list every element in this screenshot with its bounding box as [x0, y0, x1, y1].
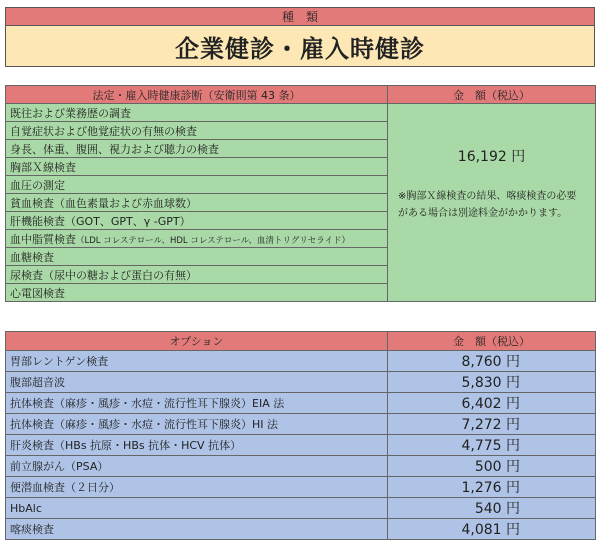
kind-label: 種 類	[6, 8, 595, 26]
legal-item-text: 既往および業務歴の調査	[10, 106, 131, 120]
legal-col-item-header: 法定・雇入時健康診断（安衛則第 43 条）	[6, 86, 388, 104]
option-row	[6, 498, 596, 519]
option-row	[6, 393, 596, 414]
legal-item	[6, 266, 388, 284]
legal-item-text: 肝機能検査（GOT、GPT、γ -GPT）	[10, 214, 191, 228]
legal-item	[6, 104, 388, 122]
legal-item	[6, 284, 388, 302]
option-row	[6, 456, 596, 477]
page-title: 企業健診・雇入時健診	[6, 26, 595, 67]
legal-item-text: 貧血検査（血色素量および赤血球数）	[10, 196, 197, 210]
option-row	[6, 351, 596, 372]
legal-item	[6, 194, 388, 212]
option-price: 6,402 円	[388, 393, 596, 414]
option-name: 前立腺がん（PSA）	[6, 456, 388, 477]
legal-item	[6, 212, 388, 230]
legal-item-subtext: （LDL コレステロール、HDL コレステロール、血清トリグリセライド）	[76, 235, 351, 246]
option-name: 肝炎検査（HBs 抗原・HBs 抗体・HCV 抗体）	[6, 435, 388, 456]
option-price: 1,276 円	[388, 477, 596, 498]
option-price: 540 円	[388, 498, 596, 519]
legal-item	[6, 158, 388, 176]
legal-item-text: 自覚症状および他覚症状の有無の検査	[10, 124, 197, 138]
legal-item	[6, 230, 388, 248]
option-row	[6, 372, 596, 393]
options-col-price-header: 金 額（税込）	[388, 332, 596, 351]
option-price: 7,272 円	[388, 414, 596, 435]
options-col-item-header: オプション	[6, 332, 388, 351]
option-name: 抗体検査（麻疹・風疹・水痘・流行性耳下腺炎）EIA 法	[6, 393, 388, 414]
options-table	[5, 331, 596, 540]
legal-price-cell	[388, 104, 596, 302]
legal-item	[6, 176, 388, 194]
legal-note: ※胸部Ｘ線検査の結果、喀痰検査の必要がある場合は別途料金がかかります。	[398, 191, 577, 219]
option-row	[6, 414, 596, 435]
legal-item-text: 心電図検査	[10, 286, 65, 300]
legal-item-text: 血中脂質検査	[10, 232, 76, 246]
option-name: 胃部レントゲン検査	[6, 351, 388, 372]
option-row	[6, 435, 596, 456]
legal-item-text: 血糖検査	[10, 250, 54, 264]
option-price: 5,830 円	[388, 372, 596, 393]
option-name: 便潜血検査（２日分）	[6, 477, 388, 498]
legal-item-text: 身長、体重、腹囲、視力および聴力の検査	[10, 142, 219, 156]
option-price: 8,760 円	[388, 351, 596, 372]
legal-item	[6, 248, 388, 266]
option-row	[6, 519, 596, 540]
option-price: 500 円	[388, 456, 596, 477]
legal-item-text: 血圧の測定	[10, 178, 65, 192]
option-price: 4,081 円	[388, 519, 596, 540]
option-name: 喀痰検査	[6, 519, 388, 540]
option-name: HbAlc	[6, 498, 388, 519]
legal-item-text: 尿検査（尿中の糖および蛋白の有無）	[10, 268, 197, 282]
legal-price: 16,192 円	[457, 149, 526, 165]
header-table	[5, 7, 595, 67]
legal-item	[6, 122, 388, 140]
option-price: 4,775 円	[388, 435, 596, 456]
legal-item	[6, 140, 388, 158]
option-row	[6, 477, 596, 498]
legal-col-price-header: 金 額（税込）	[388, 86, 596, 104]
legal-checkup-table	[5, 85, 596, 302]
option-name: 抗体検査（麻疹・風疹・水痘・流行性耳下腺炎）HI 法	[6, 414, 388, 435]
option-name: 腹部超音波	[6, 372, 388, 393]
legal-item-text: 胸部Ｘ線検査	[10, 160, 76, 174]
